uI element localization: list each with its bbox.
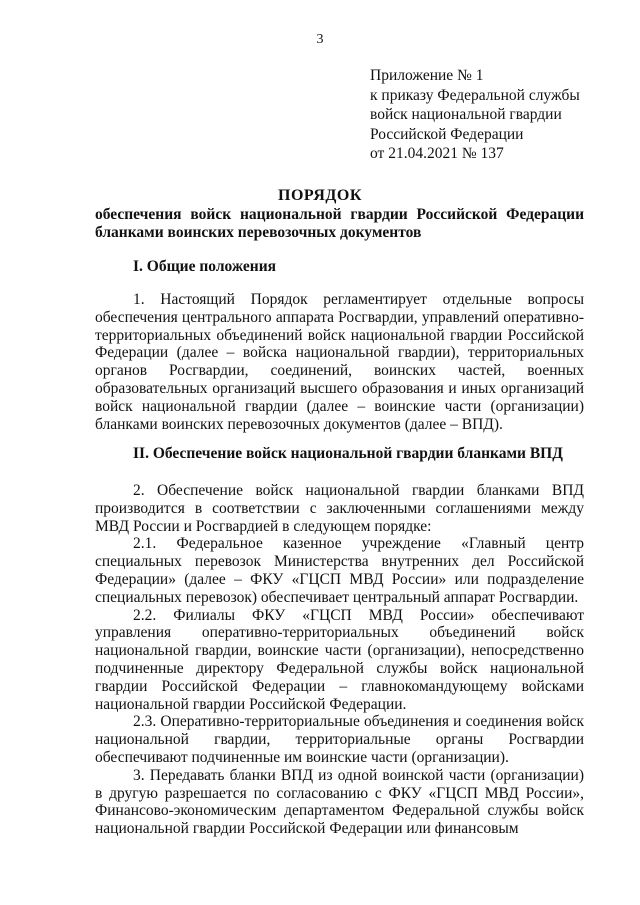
appendix-line: к приказу Федеральной службы — [370, 86, 580, 104]
paragraph: 2. Обеспечение войск национальной гвардии бланками ВПД производится в соответствии с заключенными соглашениями между МВД России и Росгвардией в следующем порядке: — [95, 482, 584, 535]
document-subtitle: обеспечения войск национальной гвардии Российской Федерации бланками воинских перевозочных документов — [95, 206, 584, 241]
section-heading: I. Общие положения — [133, 258, 277, 275]
paragraph: 2.3. Оперативно-территориальные объединения и соединения войск национальной гвардии, территориальные органы Росгвардии обеспечивают подчиненные им воинские части (организации). — [95, 713, 584, 766]
appendix-line: Российской Федерации — [370, 125, 524, 143]
section-body — [95, 291, 584, 433]
appendix-line: войск национальной гвардии — [370, 106, 562, 123]
section-heading: II. Обеспечение войск национальной гвардии бланками ВПД — [133, 445, 563, 462]
appendix-line: Приложение № 1 — [370, 67, 484, 84]
page-number: 3 — [316, 32, 324, 47]
paragraph: 1. Настоящий Порядок регламентирует отдельные вопросы обеспечения центрального аппарата Росгвардии, управлений оперативно-территориальных объединений войск национальной гвардии Российской Федерации (далее – войска национальной гвардии), территориальных органов Росгвардии, соединений, воинских частей, военных образовательных организаций высшего образования и иных организаций войск национальной гвардии (далее – воинские части (организации) бланками воинских перевозочных документов (далее – ВПД). — [95, 291, 584, 433]
appendix-block — [370, 66, 580, 164]
section-body — [95, 482, 584, 838]
paragraph: 2.1. Федеральное казенное учреждение «Главный центр специальных перевозок Министерства внутренних дел Российской Федерации» (далее – ФКУ «ГЦСП МВД России» или подразделение специальных перевозок) обеспечивает центральный аппарат Росгвардии. — [95, 535, 584, 606]
document-title: ПОРЯДОК — [278, 187, 362, 204]
appendix-line: от 21.04.2021 № 137 — [370, 145, 504, 162]
paragraph: 2.2. Филиалы ФКУ «ГЦСП МВД России» обеспечивают управления оперативно-территориальных объединений войск национальной гвардии, воинские части (организации), непосредственно подчиненные директору Федеральной службы войск национальной гвардии Российской Федерации – главнокомандующему войсками национальной гвардии Российской Федерации. — [95, 606, 584, 713]
paragraph: 3. Передавать бланки ВПД из одной воинской части (организации) в другую разрешается по согласованию с ФКУ «ГЦСП МВД России», Финансово-экономическим департаментом Федеральной службы войск национальной гвардии Российской Федерации или финансовым — [95, 766, 584, 838]
